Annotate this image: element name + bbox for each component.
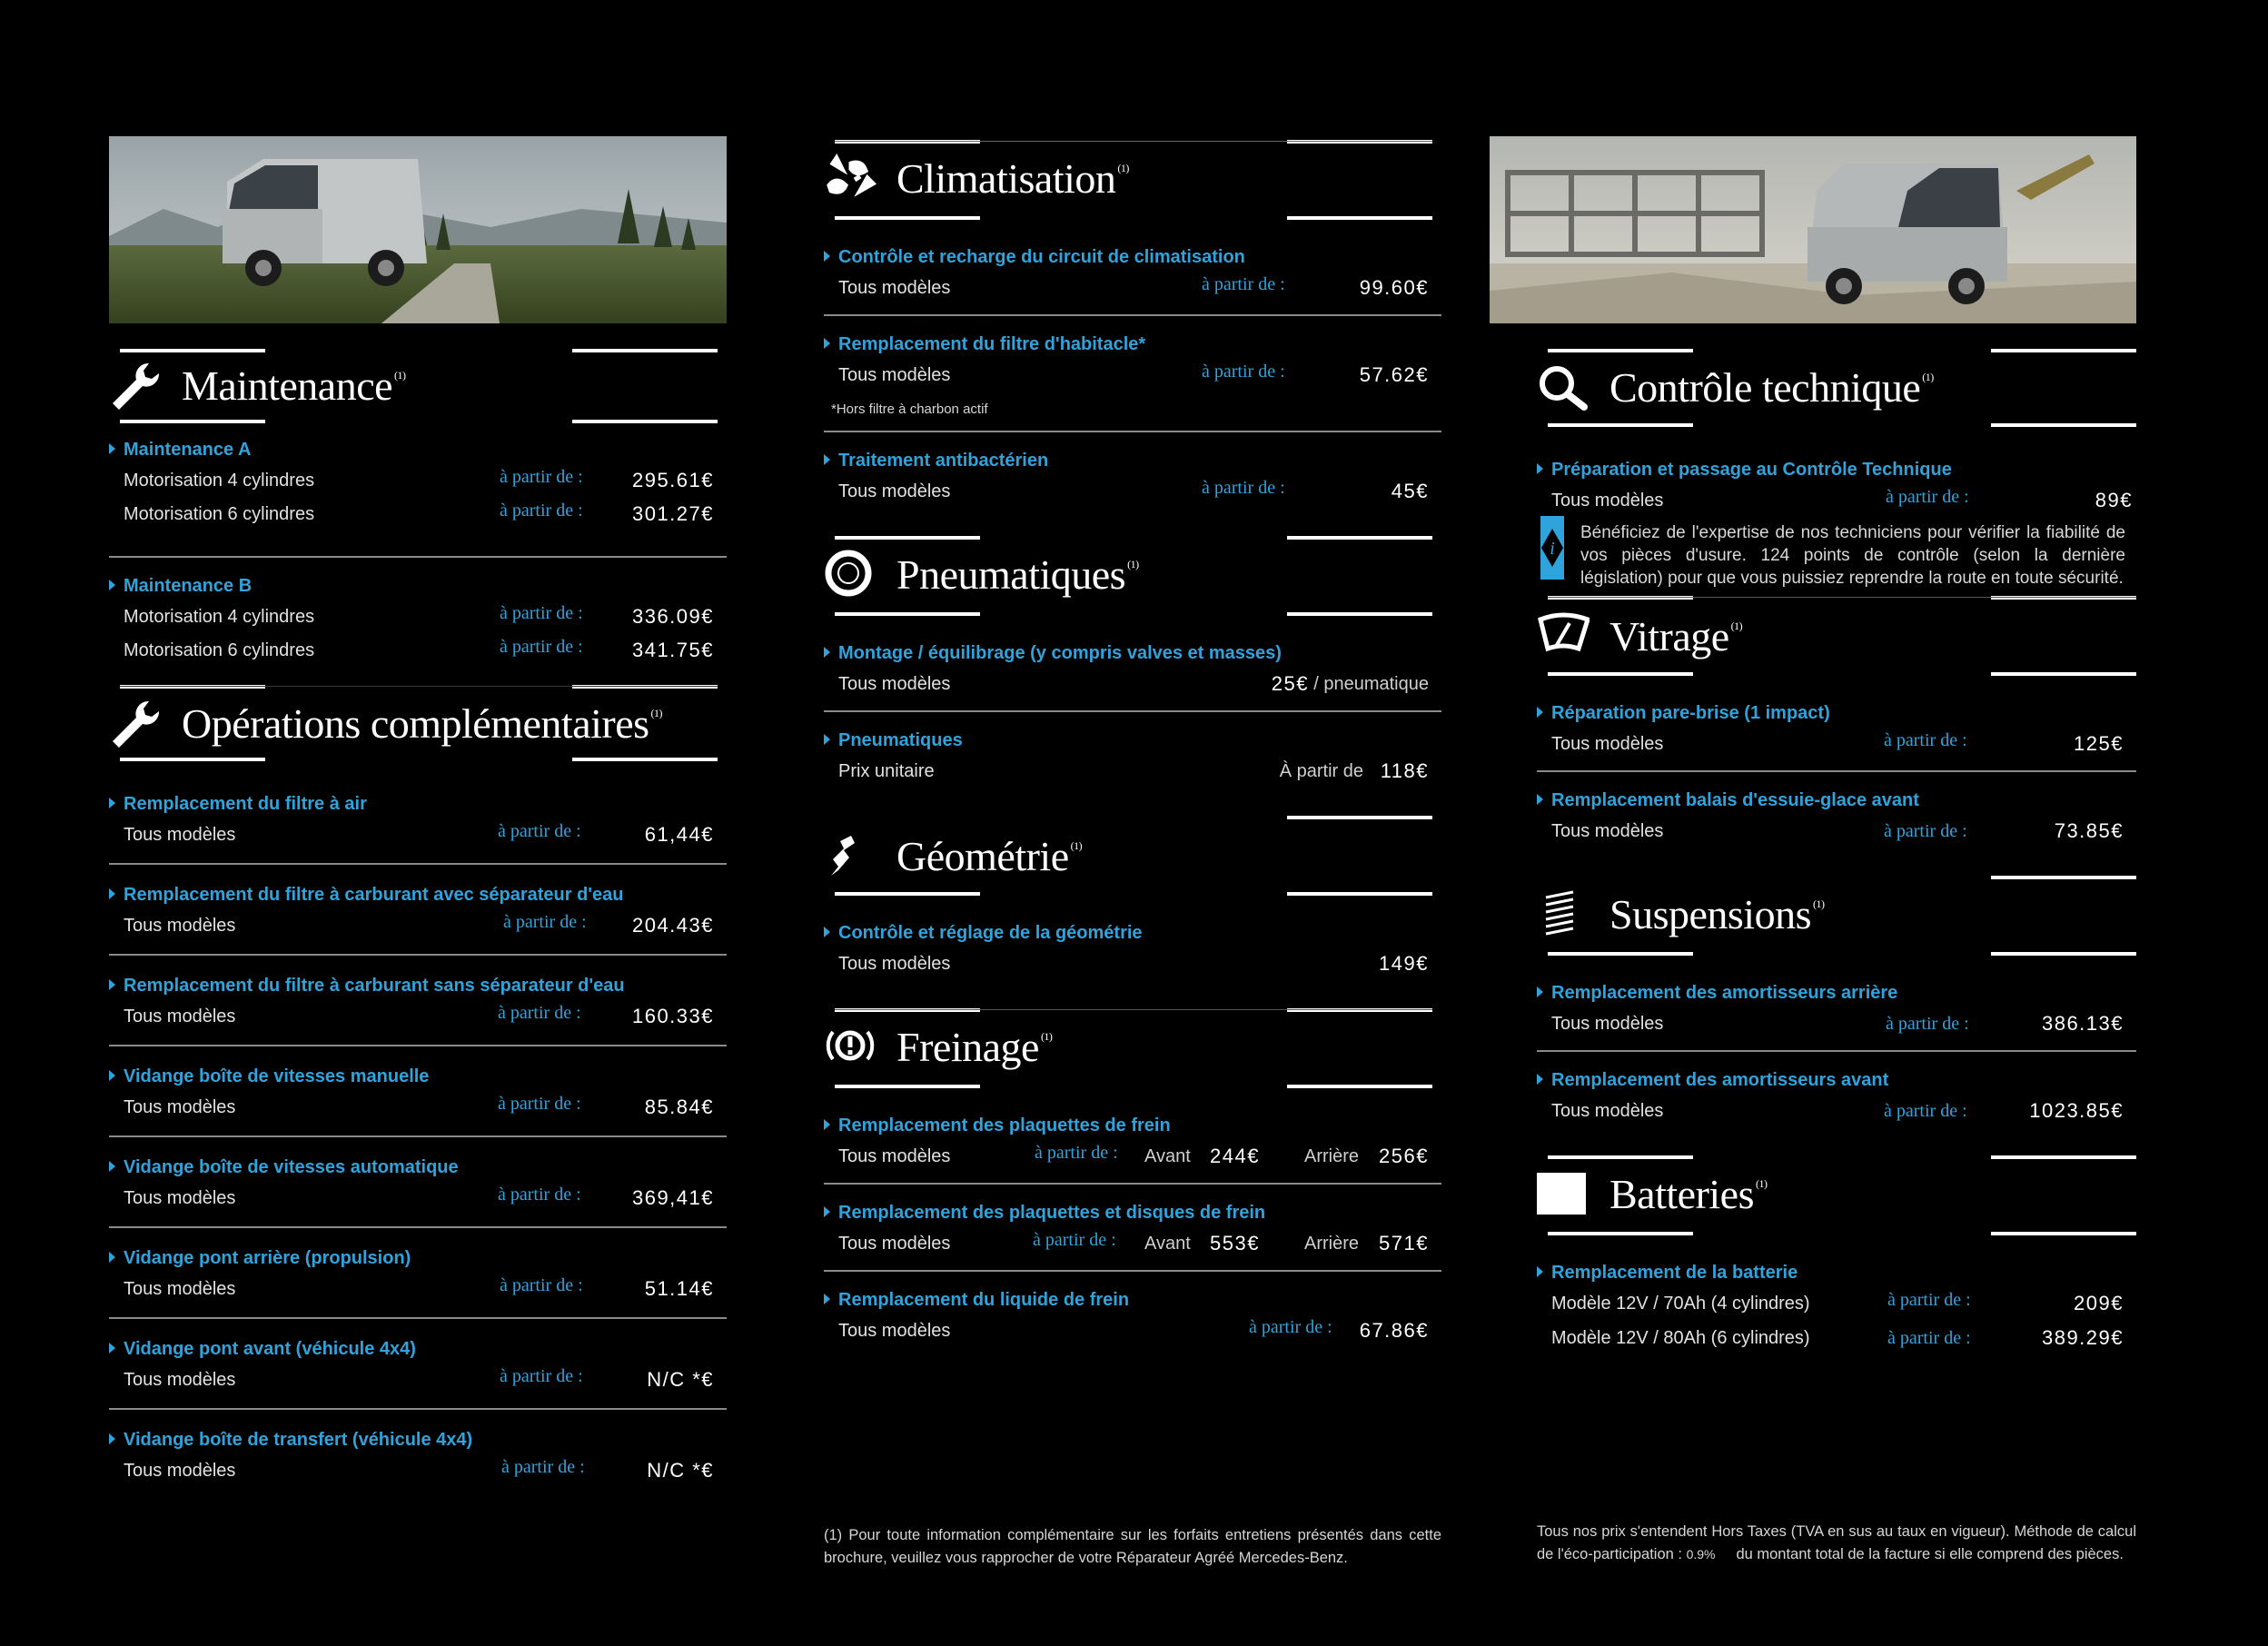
item-name: Remplacement du filtre à carburant sans séparateur d'eau bbox=[109, 976, 625, 997]
price-item: Pneumatiques Prix unitaire À partir de 118€ bbox=[824, 730, 1441, 816]
price-item: Contrôle et recharge du circuit de climatisation Tous modèles à partir de : 99.60€ bbox=[824, 247, 1441, 316]
price-item: Remplacement des amortisseurs arrière Tous modèles à partir de : 386.13€ bbox=[1537, 983, 2136, 1052]
item-label: Tous modèles bbox=[124, 1370, 236, 1390]
info-text: Bénéficiez de l'expertise de nos techniciens pour vérifier la fiabilité de vos pièces d'usure. 124 points de contrôle (selon la dernière législation) pour que vous puissiez reprendre la route en toute sécurité. bbox=[1580, 523, 2125, 588]
footnote-right: Tous nos prix s'entendent Hors Taxes (TVA en sus au taux en vigueur). Méthode de calcul de l'éco-participation : 0.9% du montant total de la facture si elle comprend des pièces. bbox=[1537, 1523, 2136, 1562]
middle-column bbox=[824, 140, 1441, 1566]
item-price: 61,44€ bbox=[644, 823, 714, 846]
price-item: Remplacement du filtre d'habitacle* Tous modèles à partir de : 57.62€ *Hors filtre à charbon actif bbox=[824, 334, 1441, 432]
batteries-header bbox=[1537, 1155, 2136, 1235]
item-price: N/C *€ bbox=[647, 1459, 714, 1482]
price-item: Remplacement de la batterie Modèle 12V / 70Ah (4 cylindres) à partir de : 209€ Modèle 12V / 80Ah (6 cylindres) à partir de : 389.29€ bbox=[1537, 1263, 2136, 1353]
item-label: Tous modèles bbox=[124, 916, 236, 936]
price-item bbox=[109, 1066, 727, 1137]
from-label: à partir de : bbox=[498, 1094, 581, 1114]
section-title: Opérations complémentaires $^{(1)}$ bbox=[182, 700, 663, 747]
price-item: Montage / équilibrage (y compris valves et masses) Tous modèles 25€ / pneumatique bbox=[824, 643, 1441, 712]
steering-geometry-icon bbox=[824, 830, 876, 883]
price-item: Maintenance B Motorisation 4 cylindres à partir de : 336.09€ Motorisation 6 cylindres à partir de : 341.75€ bbox=[109, 576, 727, 685]
section-title: Maintenance $^{(1)}$ bbox=[182, 362, 406, 409]
from-label: à partir de : bbox=[503, 912, 587, 932]
price-item: Remplacement balais d'essuie-glace avant Tous modèles à partir de : 73.85€ bbox=[1537, 790, 2136, 876]
van-construction-photo bbox=[1490, 136, 2136, 323]
item-label: Tous modèles bbox=[124, 825, 236, 845]
item-price: 160.33€ bbox=[631, 1005, 714, 1027]
item-label: Tous modèles bbox=[124, 1097, 236, 1117]
from-label: à partir de : bbox=[501, 1457, 585, 1477]
operations-list bbox=[109, 794, 727, 1502]
from-label: à partir de : bbox=[500, 1275, 583, 1295]
tire-icon bbox=[824, 549, 876, 601]
item-price: 204.43€ bbox=[631, 914, 714, 937]
price-item bbox=[109, 1157, 727, 1228]
section-title: Suspensions $^{(1)}$ bbox=[1609, 891, 1825, 937]
item-name: Remplacement du filtre à air bbox=[109, 794, 367, 815]
section-title: Vitrage $^{(1)}$ bbox=[1609, 613, 1743, 659]
footnote: *Hors filtre à charbon actif bbox=[831, 402, 988, 417]
operations-header bbox=[109, 685, 727, 761]
left-column bbox=[109, 136, 727, 1502]
vitrage-header bbox=[1537, 596, 2136, 676]
item-price: 369,41€ bbox=[631, 1186, 714, 1209]
item-price: 85.84€ bbox=[644, 1096, 714, 1118]
price-item: Préparation et passage au Contrôle Technique Tous modèles à partir de : 89€ i Bénéficiez de l'expertise de nos techniciens pour vérifier la fiabilité de vos pièces d'usure. 124 points de contrôle (selon la dernière législation) pour que vous puissiez reprendre la route en toute sécurité. bbox=[1537, 460, 2136, 596]
suspensions-header bbox=[1537, 876, 2136, 956]
section-title: Géométrie $^{(1)}$ bbox=[896, 833, 1083, 879]
price-item: Réparation pare-brise (1 impact) Tous modèles à partir de : 125€ bbox=[1537, 703, 2136, 772]
item-name: Vidange pont avant (véhicule 4x4) bbox=[109, 1339, 416, 1360]
from-label: à partir de : bbox=[500, 1366, 583, 1386]
item-name: Vidange boîte de transfert (véhicule 4x4) bbox=[109, 1430, 472, 1451]
battery-icon bbox=[1537, 1168, 1590, 1221]
maintenance-header bbox=[109, 349, 727, 423]
item-name: Vidange boîte de vitesses manuelle bbox=[109, 1066, 429, 1087]
controle-header bbox=[1537, 349, 2136, 427]
item-name: Maintenance A bbox=[109, 440, 251, 461]
section-title: Contrôle technique $^{(1)}$ bbox=[1609, 364, 1934, 411]
from-label: à partir de : bbox=[498, 1003, 581, 1023]
price-item bbox=[109, 976, 727, 1046]
wrench-icon bbox=[109, 360, 162, 412]
price-item bbox=[109, 1248, 727, 1319]
geometrie-header bbox=[824, 816, 1441, 896]
item-label: Tous modèles bbox=[124, 1006, 236, 1026]
freinage-header bbox=[824, 1008, 1441, 1088]
item-name: Maintenance B bbox=[109, 576, 252, 597]
price-item: Traitement antibactérien Tous modèles à partir de : 45€ bbox=[824, 451, 1441, 536]
from-label: à partir de : bbox=[498, 1185, 581, 1205]
price-item: Maintenance A Motorisation 4 cylindres à partir de : 295.61€ Motorisation 6 cylindres à partir de : 301.27€ bbox=[109, 440, 727, 558]
price-item: Remplacement des plaquettes et disques de frein Tous modèles à partir de : Avant 553€ Arrière 571€ bbox=[824, 1203, 1441, 1272]
price-item: Remplacement des plaquettes de frein Tous modèles à partir de : Avant 244€ Arrière 256€ bbox=[824, 1116, 1441, 1185]
right-column bbox=[1490, 136, 2136, 1562]
info-icon bbox=[1540, 516, 1564, 580]
price-item bbox=[109, 1430, 727, 1502]
price-item: Remplacement des amortisseurs avant Tous modèles à partir de : 1023.85€ bbox=[1537, 1070, 2136, 1155]
item-price: N/C *€ bbox=[647, 1368, 714, 1391]
item-label: Tous modèles bbox=[124, 1188, 236, 1208]
section-title: Batteries $^{(1)}$ bbox=[1609, 1171, 1768, 1217]
wrench-icon bbox=[109, 698, 162, 750]
eco-rate: 0.9% bbox=[1686, 1547, 1716, 1562]
item-price: 51.14€ bbox=[644, 1277, 714, 1300]
price-item bbox=[109, 885, 727, 956]
section-title: Freinage $^{(1)}$ bbox=[896, 1024, 1053, 1070]
svg-text:i: i bbox=[1550, 539, 1555, 559]
brake-warning-icon bbox=[824, 1021, 876, 1074]
pneumatiques-header bbox=[824, 536, 1441, 616]
section-title: Pneumatiques $^{(1)}$ bbox=[896, 551, 1139, 598]
windshield-icon bbox=[1537, 609, 1590, 661]
section-title: Climatisation $^{(1)}$ bbox=[896, 155, 1129, 202]
climatisation-header bbox=[824, 140, 1441, 220]
item-name: Vidange boîte de vitesses automatique bbox=[109, 1157, 459, 1178]
item-name: Vidange pont arrière (propulsion) bbox=[109, 1248, 411, 1269]
price-item bbox=[109, 794, 727, 865]
price-item: Remplacement du liquide de frein Tous modèles à partir de : 67.86€ bbox=[824, 1290, 1441, 1375]
item-label: Tous modèles bbox=[124, 1279, 236, 1299]
air-conditioning-icon bbox=[824, 151, 876, 203]
item-name: Remplacement du filtre à carburant avec séparateur d'eau bbox=[109, 885, 624, 906]
spring-icon bbox=[1537, 888, 1590, 941]
footnote-left: (1) Pour toute information complémentaire sur les forfaits entretiens présentés dans cette brochure, veuillez vous rapprocher de votre Réparateur Agréé Mercedes-Benz. bbox=[824, 1527, 1441, 1566]
magnifier-icon bbox=[1537, 362, 1590, 414]
from-label: à partir de : bbox=[498, 821, 581, 841]
item-label: Tous modèles bbox=[124, 1461, 236, 1481]
price-item: Contrôle et réglage de la géométrie Tous modèles 149€ bbox=[824, 923, 1441, 1008]
price-item bbox=[109, 1339, 727, 1410]
van-countryside-photo bbox=[109, 136, 727, 323]
